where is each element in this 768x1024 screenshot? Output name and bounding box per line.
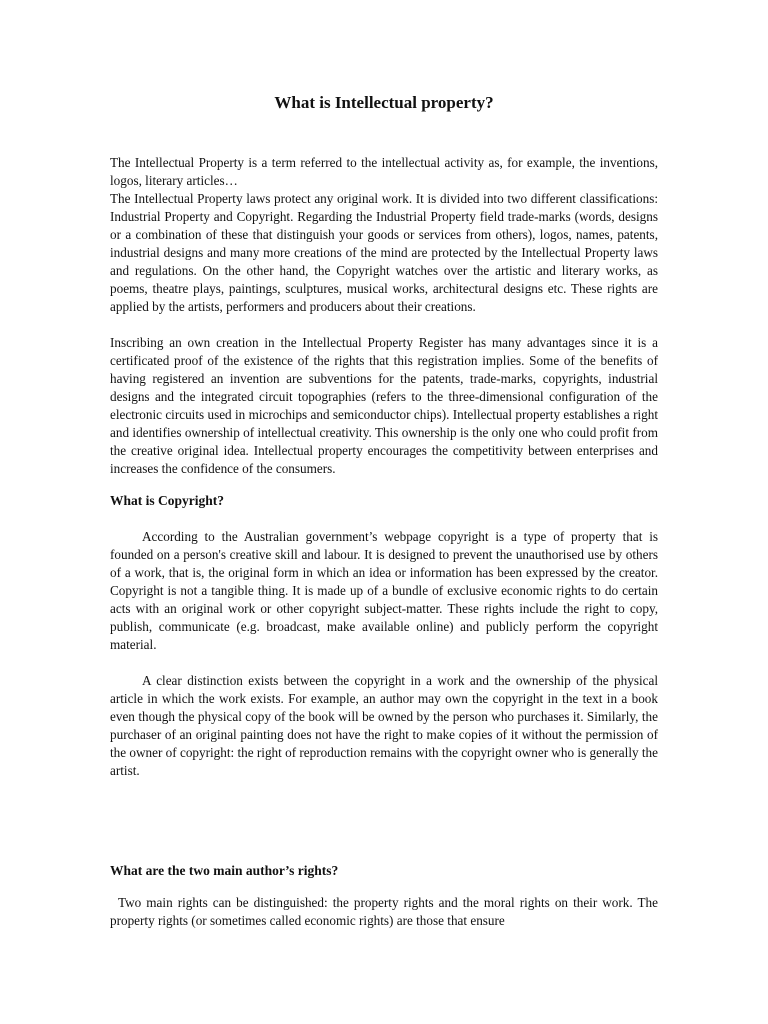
intro-paragraph-3: Inscribing an own creation in the Intellectual Property Register has many advantages since it is a certificated proof of the existence of the rights that this registration implies. Some of the benefits of having registered an invention are subventions for the patents, trade-marks, copyrights, industrial designs and the integrated circuit topographies (refers to the three-dimensional configuration of the electronic circuits used in microchips and semiconductor chips). Intellectual property establishes a right and identifies ownership of intellectual creativity. This ownership is the only one who could profit from the creative original idea. Intellectual property encourages the competitivity between enterprises and increases the confidence of the consumers.: [110, 335, 658, 476]
document-title: What is Intellectual property?: [274, 93, 494, 112]
copyright-heading: What is Copyright?: [110, 493, 225, 508]
intro-paragraph-2: The Intellectual Property laws protect any original work. It is divided into two different classifications: Industrial Property and Copyright. Regarding the Industrial Property field trade-marks (words, designs or a combination of these that distinguish your goods or services from others), logos, names, patents, industrial designs and many more creations of the mind are protected by the Intellectual Property laws and regulations. On the other hand, the Copyright watches over the artistic and literary works, as poems, theatre plays, paintings, sculptures, musical works, architectural designs etc. These rights are applied by the artists, performers and producers about their creations.: [110, 191, 658, 314]
intro-paragraph-1: The Intellectual Property is a term referred to the intellectual activity as, for example, the inventions, logos, literary articles…: [110, 155, 658, 188]
author-rights-heading: What are the two main author’s rights?: [110, 863, 339, 878]
copyright-paragraph-1: According to the Australian government’s webpage copyright is a type of property that is founded on a person's creative skill and labour. It is designed to prevent the unauthorised use by others of a work, that is, the original form in which an idea or information has been expressed by the creator. Copyright is not a tangible thing. It is made up of a bundle of exclusive economic rights to do certain acts with an original work or other copyright subject-matter. These rights include the right to copy, publish, communicate (e.g. broadcast, make available online) and publicly perform the copyright material.: [110, 529, 658, 652]
author-rights-paragraph-1: Two main rights can be distinguished: the property rights and the moral rights on their work. The property rights (or sometimes called economic rights) are those that ensure: [110, 895, 658, 928]
copyright-paragraph-2: A clear distinction exists between the copyright in a work and the ownership of the physical article in which the work exists. For example, an author may own the copyright in the text in a book even though the physical copy of the book will be owned by the person who purchases it. Similarly, the purchaser of an original painting does not have the right to make copies of it without the permission of the owner of copyright: the right of reproduction remains with the copyright owner who is generally the artist.: [110, 673, 658, 778]
document-page: [110, 92, 658, 930]
